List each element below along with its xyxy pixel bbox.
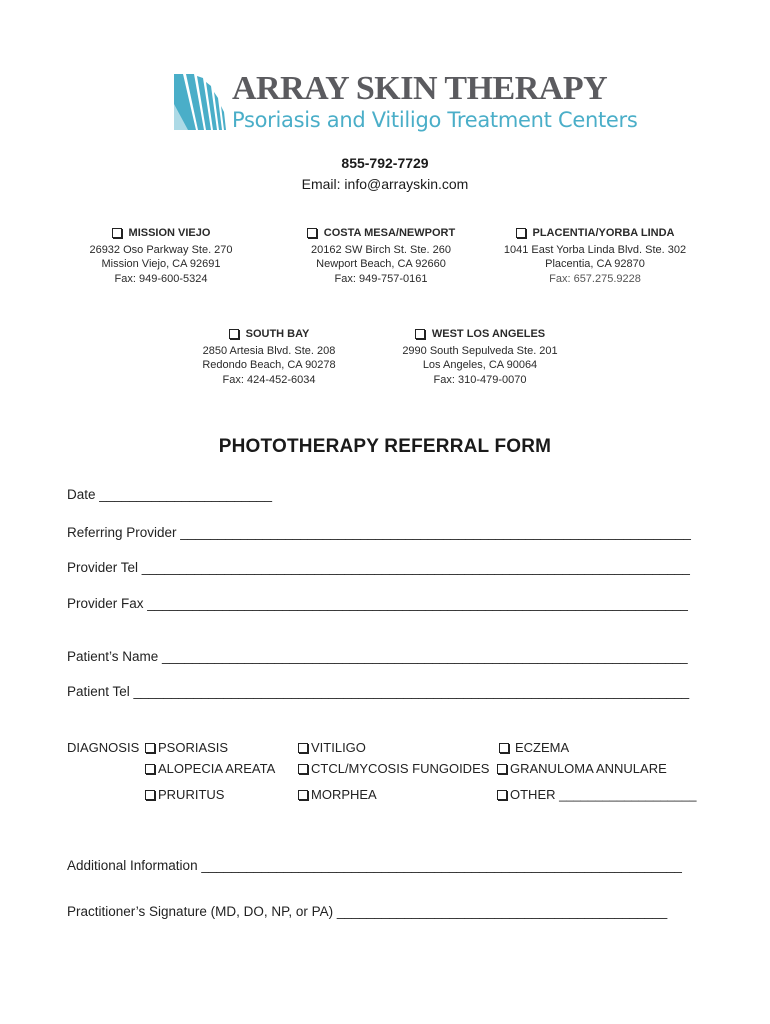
- location-west-los-angeles: [395, 327, 565, 388]
- diagnosis-morphea[interactable]: MORPHEA: [298, 787, 377, 802]
- location-costa-mesa: [296, 226, 466, 287]
- location-fax: Fax: 310-479-0070: [433, 374, 527, 387]
- location-address: 1041 East Yorba Linda Blvd. Ste. 302: [503, 243, 687, 256]
- checkbox-placentia[interactable]: [516, 228, 526, 238]
- additional-information-field[interactable]: Additional Information ________________________________________________________________: [67, 858, 682, 873]
- diagnosis-alopecia-areata[interactable]: ALOPECIA AREATA: [145, 761, 275, 776]
- diagnosis-label: DIAGNOSIS: [67, 740, 140, 755]
- patient-tel-field[interactable]: Patient Tel __________________________________________________________________________: [67, 684, 690, 699]
- brand-name: ARRAY SKIN THERAPY: [232, 70, 608, 107]
- location-city: Mission Viejo, CA 92691: [101, 258, 221, 271]
- location-name: SOUTH BAY: [229, 327, 310, 342]
- location-address: 20162 SW Birch St. Ste. 260: [310, 243, 452, 256]
- diagnosis-pruritus[interactable]: PRURITUS: [145, 787, 224, 802]
- diagnosis-ctcl[interactable]: CTCL/MYCOSIS FUNGOIDES: [298, 761, 489, 776]
- location-city: Los Angeles, CA 90064: [422, 359, 538, 372]
- location-address: 2990 South Sepulveda Ste. 201: [402, 344, 558, 357]
- checkbox-south-bay[interactable]: [229, 329, 239, 339]
- location-name: MISSION VIEJO: [112, 226, 211, 241]
- diagnosis-eczema[interactable]: ECZEMA: [499, 740, 569, 755]
- provider-fax-field[interactable]: Provider Fax ________________________________________________________________________: [67, 596, 688, 611]
- location-address: 2850 Artesia Blvd. Ste. 208: [202, 344, 336, 357]
- contact-phone[interactable]: 855-792-7729: [341, 155, 429, 171]
- checkbox-west-los-angeles[interactable]: [415, 329, 425, 339]
- checkbox[interactable]: [499, 743, 509, 753]
- location-name: COSTA MESA/NEWPORT: [307, 226, 455, 241]
- checkbox[interactable]: [145, 764, 155, 774]
- location-placentia: [495, 226, 695, 287]
- diagnosis-other[interactable]: OTHER ___________________: [497, 787, 696, 802]
- checkbox-mission-viejo[interactable]: [112, 228, 122, 238]
- practitioner-signature-field[interactable]: Practitioner’s Signature (MD, DO, NP, or PA) ____________________________________________: [67, 904, 668, 919]
- referring-provider-field[interactable]: Referring Provider ____________________________________________________________________: [67, 525, 691, 540]
- location-fax: Fax: 949-757-0161: [334, 273, 428, 286]
- checkbox-costa-mesa[interactable]: [307, 228, 317, 238]
- location-south-bay: [184, 327, 354, 388]
- form-title: PHOTOTHERAPY REFERRAL FORM: [218, 436, 552, 457]
- location-fax: Fax: 657.275.9228: [549, 273, 641, 286]
- date-field[interactable]: Date _______________________: [67, 487, 272, 502]
- provider-tel-field[interactable]: Provider Tel _________________________________________________________________________: [67, 560, 690, 575]
- diagnosis-granuloma-annulare[interactable]: GRANULOMA ANNULARE: [497, 761, 667, 776]
- location-name: PLACENTIA/YORBA LINDA: [516, 226, 675, 241]
- location-city: Placentia, CA 92870: [545, 258, 645, 271]
- checkbox[interactable]: [298, 764, 308, 774]
- checkbox[interactable]: [145, 743, 155, 753]
- diagnosis-vitiligo[interactable]: VITILIGO: [298, 740, 366, 755]
- location-city: Redondo Beach, CA 90278: [202, 359, 336, 372]
- diagnosis-psoriasis[interactable]: PSORIASIS: [145, 740, 228, 755]
- location-name: WEST LOS ANGELES: [415, 327, 545, 342]
- checkbox[interactable]: [497, 764, 507, 774]
- patient-name-field[interactable]: Patient’s Name ______________________________________________________________________: [67, 649, 688, 664]
- checkbox[interactable]: [497, 790, 507, 800]
- contact-email[interactable]: Email: info@arrayskin.com: [301, 176, 469, 192]
- brand-tagline: Psoriasis and Vitiligo Treatment Centers: [232, 108, 638, 132]
- checkbox[interactable]: [298, 743, 308, 753]
- checkbox[interactable]: [298, 790, 308, 800]
- location-city: Newport Beach, CA 92660: [316, 258, 446, 271]
- location-address: 26932 Oso Parkway Ste. 270: [89, 243, 233, 256]
- sunburst-icon: [174, 74, 226, 130]
- checkbox[interactable]: [145, 790, 155, 800]
- location-fax: Fax: 949-600-5324: [114, 273, 208, 286]
- location-mission-viejo: [76, 226, 246, 287]
- location-fax: Fax: 424-452-6034: [222, 374, 316, 387]
